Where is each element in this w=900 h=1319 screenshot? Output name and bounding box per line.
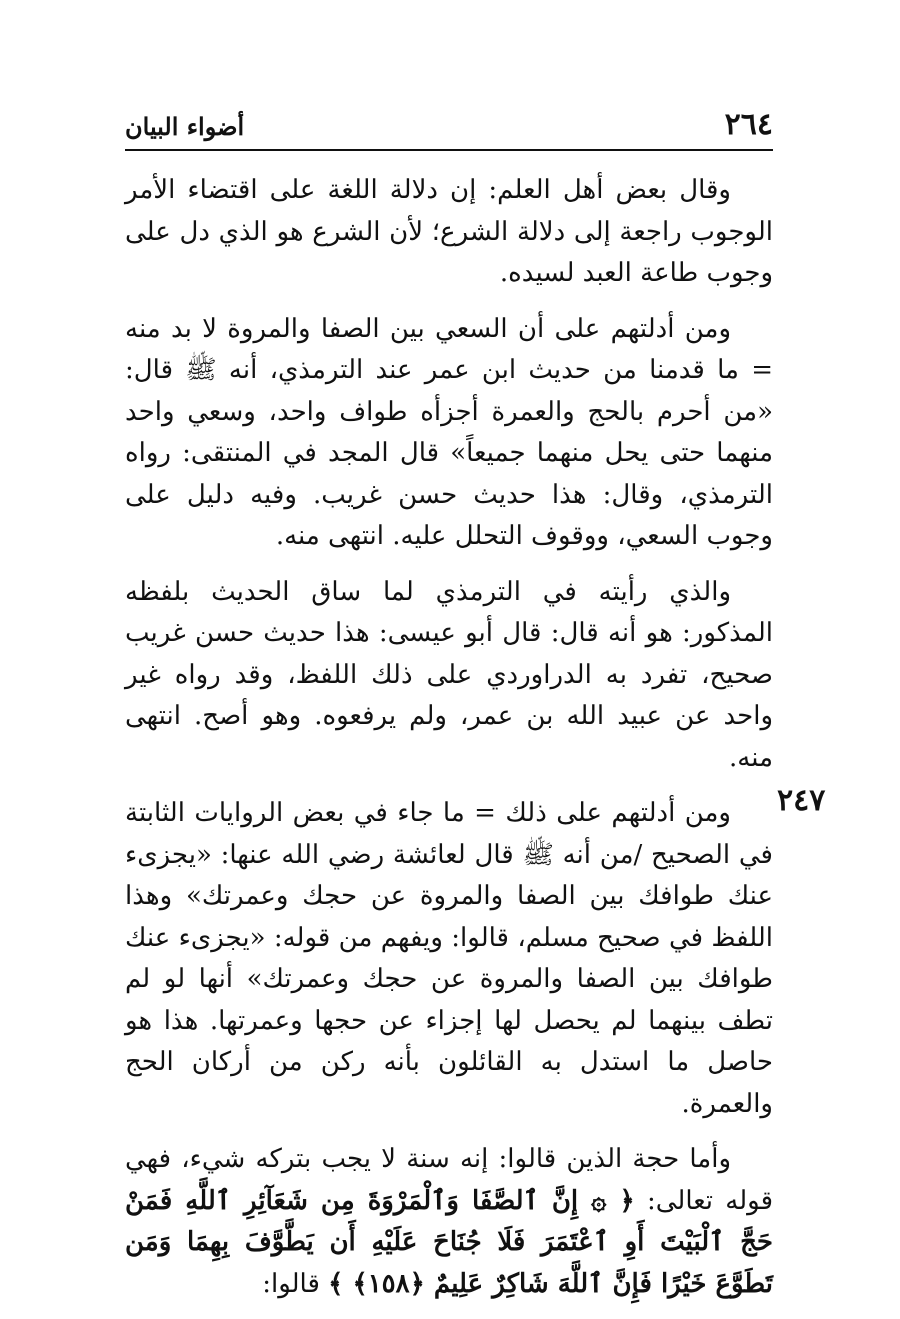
page-header: [125, 100, 773, 146]
body-text: [125, 170, 773, 1319]
paragraph: وقال بعض أهل العلم: إن دلالة اللغة على اقتضاء الأمر الوجوب راجعة إلى دلالة الشرع؛ لأن الشرع هو الذي دل على وجوب طاعة العبد لسيده.: [125, 175, 773, 288]
paragraph: والذي رأيته في الترمذي لما ساق الحديث بلفظه المذكور: هو أنه قال: قال أبو عيسى: هذا حديث حسن غريب صحيح، تفرد به الدراوردي على ذلك اللفظ، وقد رواه غير واحد عن عبيد الله بن عمر، ولم يرفعوه. وهو أصح. انتهى منه.: [125, 576, 773, 773]
paragraph-text: وأما حجة الذين قالوا: إنه سنة لا يجب بتركه شيء، فهي قوله تعالى:: [125, 1144, 773, 1216]
paragraph-with-quran-verse: [125, 1139, 773, 1305]
book-title: أضواء البيان: [125, 112, 245, 141]
paragraph: ومن أدلتهم على أن السعي بين الصفا والمروة لا بد منه = ما قدمنا من حديث ابن عمر عند الترمذي، أنه ﷺ قال: «من أحرم بالحج والعمرة أجزأه طواف واحد، وسعي واحد منهما حتى يحل منهما جميعاً» قال المجد في المنتقى: رواه الترمذي، وقال: هذا حديث حسن غريب. وفيه دليل على وجوب السعي، ووقوف التحلل عليه. انتهى منه.: [125, 313, 773, 551]
quran-verse: ﴿ ۞ إِنَّ ٱلصَّفَا وَٱلْمَرْوَةَ مِن شَعَآئِرِ ٱللَّهِ فَمَنْ حَجَّ ٱلْبَيْتَ أَوِ ٱعْتَمَرَ فَلَا جُنَاحَ عَلَيْهِ أَن يَطَّوَّفَ بِهِمَا وَمَن تَطَوَّعَ خَيْرًا فَإِنَّ ٱللَّهَ شَاكِرٌ عَلِيمٌ ﴿١٥٨﴾ ﴾: [125, 1185, 773, 1299]
page-number: ٢٦٤: [724, 107, 773, 142]
paragraph: ومن أدلتهم على ذلك = ما جاء في بعض الروايات الثابتة في الصحيح /من أنه ﷺ قال لعائشة رضي الله عنها: «يجزىء عنك طوافك بين الصفا والمروة عن حجك وعمرتك» وهذا اللفظ في صحيح مسلم، قالوا: ويفهم من قوله: «يجزىء عنك طوافك بين الصفا والمروة عن حجك وعمرتك» أنها لو لم تطف بينهما لم يحصل لها إجزاء عن حجها وعمرتها. هذا هو حاصل ما استدل به القائلون بأنه ركن من أركان الحج والعمرة.: [125, 798, 773, 1119]
margin-page-reference: ٢٤٧: [777, 783, 826, 818]
paragraph-text: قالوا:: [262, 1268, 329, 1299]
header-divider: [125, 149, 773, 151]
